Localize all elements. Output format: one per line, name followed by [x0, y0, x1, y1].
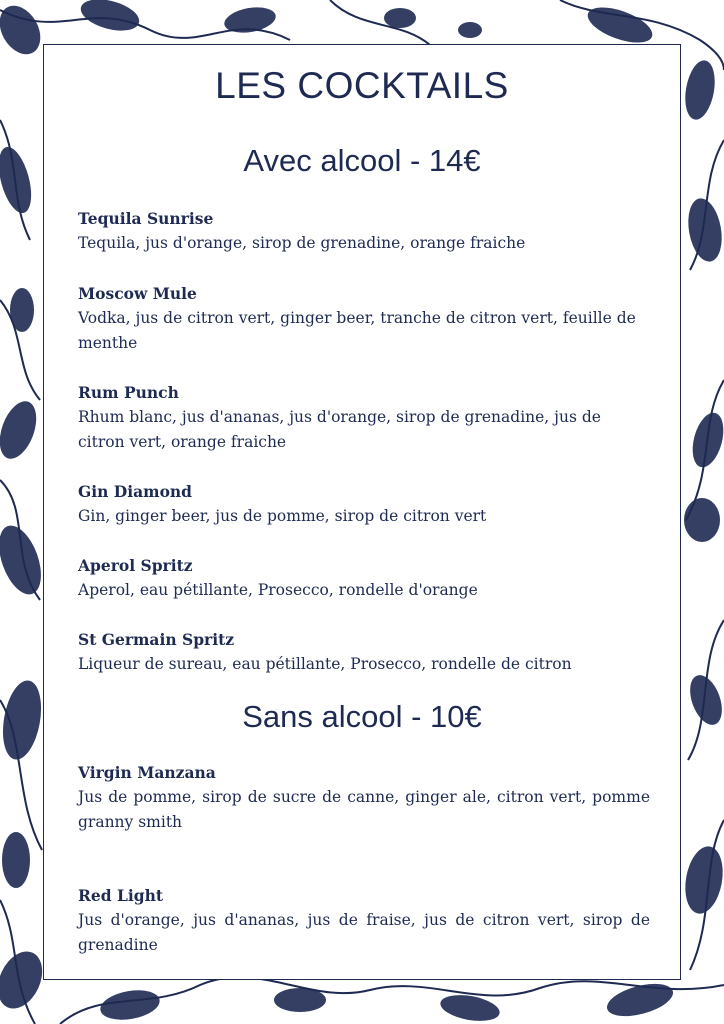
item-name: Rum Punch — [78, 383, 179, 402]
menu-item-st-germain-spritz — [78, 628, 650, 677]
item-description: Jus de pomme, sirop de sucre de canne, ginger ale, citron vert, pomme granny smith — [78, 788, 650, 831]
item-description: Gin, ginger beer, jus de pomme, sirop de citron vert — [78, 507, 487, 525]
menu-item-aperol-spritz — [78, 554, 650, 603]
menu-item-gin-diamond — [78, 480, 650, 529]
menu-card — [43, 44, 681, 980]
item-description: Liqueur de sureau, eau pétillante, Prosecco, rondelle de citron — [78, 655, 572, 673]
item-description: Rhum blanc, jus d'ananas, jus d'orange, sirop de grenadine, jus de citron vert, orange fraiche — [78, 408, 601, 451]
item-name: Moscow Mule — [78, 284, 197, 303]
menu-item-tequila-sunrise — [78, 207, 650, 256]
item-name: Red Light — [78, 886, 164, 905]
item-name: Tequila Sunrise — [78, 209, 214, 228]
menu-item-rum-punch — [78, 381, 650, 454]
item-name: Aperol Spritz — [78, 556, 193, 575]
menu-title: LES COCKTAILS — [215, 65, 509, 106]
section-heading-sans-alcool: Sans alcool - 10€ — [242, 699, 482, 734]
item-description: Tequila, jus d'orange, sirop de grenadine, orange fraiche — [78, 234, 526, 252]
item-description: Vodka, jus de citron vert, ginger beer, tranche de citron vert, feuille de menthe — [78, 309, 636, 352]
item-name: Virgin Manzana — [78, 763, 216, 782]
item-description: Jus d'orange, jus d'ananas, jus de fraise, jus de citron vert, sirop de grenadine — [78, 911, 650, 954]
menu-item-red-light — [78, 884, 650, 957]
item-name: St Germain Spritz — [78, 630, 235, 649]
menu-item-virgin-manzana — [78, 761, 650, 834]
item-name: Gin Diamond — [78, 482, 193, 501]
item-description: Aperol, eau pétillante, Prosecco, rondelle d'orange — [78, 581, 478, 599]
menu-item-moscow-mule — [78, 282, 650, 355]
section-heading-avec-alcool: Avec alcool - 14€ — [243, 143, 481, 178]
